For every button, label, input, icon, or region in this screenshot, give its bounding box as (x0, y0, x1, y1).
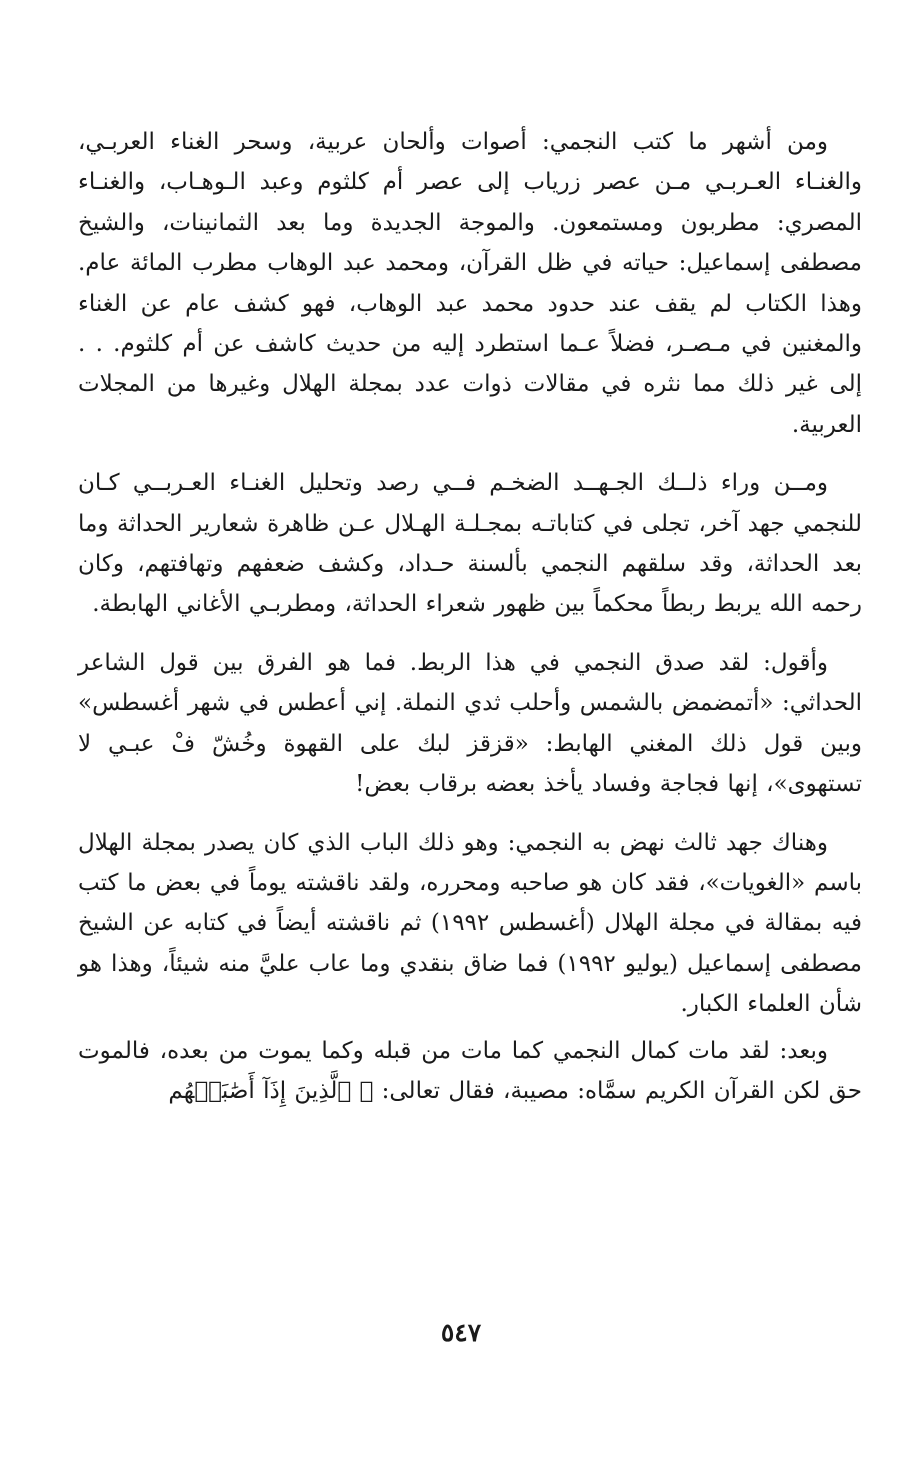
paragraph-modernism-critique: ومــن وراء ذلــك الجـهــد الضخـم فــي رصد وتحليل الغنـاء العـربــي كـان للنجمي جهد آخر، تجلى في كتاباتـه بمجـلـة الهـلال عـن ظاهرة شعارير الحداثة وما بعد الحداثة، وقد سلقهم النجمي بألسنة حـداد، وكشف ضعفهم وتهافتهم، وكان رحمه الله يربط ربطاً محكماً بين ظهور شعراء الحداثة، ومطربـي الأغاني الهابطة. (78, 470, 862, 618)
paragraph-death: وبعد: لقد مات كمال النجمي كما مات من قبله وكما يموت من بعده، فالموت حق لكن القرآن الكريم سمَّاه: مصيبة، فقال تعالى: ﴿ ٱلَّذِينَ إِذَآ أَصَٰبَتۡهُم (78, 1037, 862, 1104)
paragraph-author-opinion: وأقول: لقد صدق النجمي في هذا الربط. فما هو الفرق بين قول الشاعر الحداثي: «أتمضمض بالشمس وأحلب ثدي النملة. إني أعطس في شهر أغسطس» وبين قول ذلك المغني الهابط: «قزقز لبك على القهوة وخُشّ فْ عبـي لا تستهوى»، إنها فجاجة وفساد يأخذ بعضه برقاب بعض! (78, 649, 862, 798)
paragraph-najmi-works: ومن أشهر ما كتب النجمي: أصوات وألحان عربية، وسحر الغناء العربـي، والغنـاء العـربـي مـن عصر زرياب إلى عصر أم كلثوم وعبد الـوهـاب، والغنـاء المصري: مطربون ومستمعون. والموجة الجديدة وما بعد الثمانينات، والشيخ مصطفى إسماعيل: حياته في ظل القرآن، ومحمد عبد الوهاب مطرب المائة عام. وهذا الكتاب لم يقف عند حدود محمد عبد الوهاب، فهو كشف عام عن الغناء والمغنين في مـصـر، فضلاً عـما استطرد إليه من حديث كاشف عن أم كلثوم. . . إلى غير ذلك مما نثره في مقالات ذوات عدد بمجلة الهلال وغيرها من المجلات العربية. (78, 129, 862, 438)
page-number: ٥٤٧ (440, 1318, 482, 1347)
body-text (78, 122, 862, 1111)
paragraph-third-effort: وهناك جهد ثالث نهض به النجمي: وهو ذلك الباب الذي كان يصدر بمجلة الهلال باسم «الغويات»، فقد كان هو صاحبه ومحرره، ولقد ناقشته يوماً في بعض ما كتب فيه بمقالة في مجلة الهلال (أغسطس ١٩٩٢) ثم ناقشته أيضاً في كتابه عن الشيخ مصطفى إسماعيل (يوليو ١٩٩٢) فما ضاق بنقدي وما عاب عليَّ منه شيئاً، وهذا هو شأن العلماء الكبار. (78, 829, 863, 1018)
